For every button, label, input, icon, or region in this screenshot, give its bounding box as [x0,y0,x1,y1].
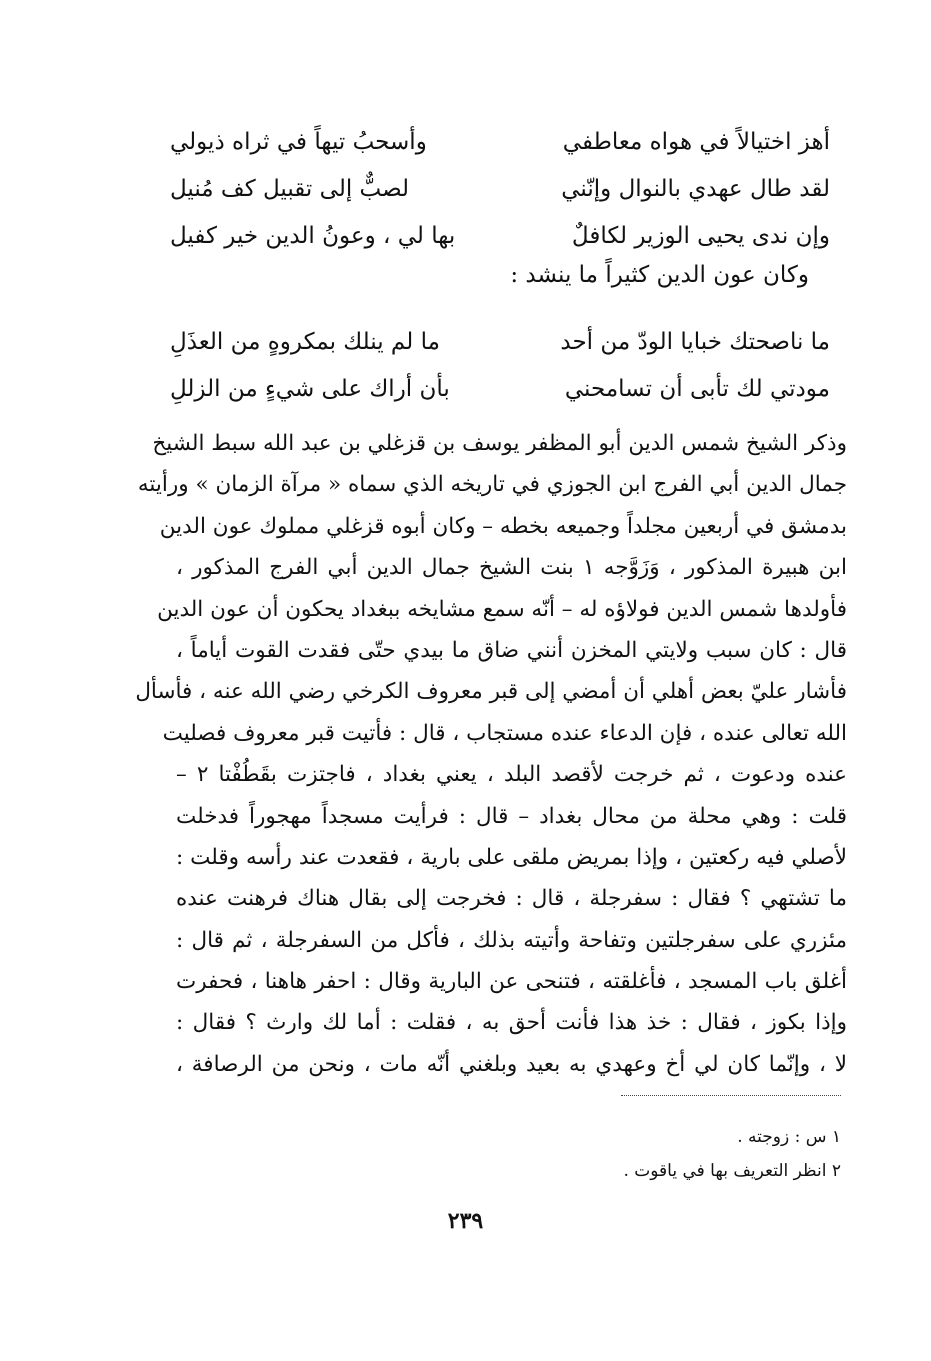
footnotes [341,1120,841,1188]
prose-line: أغلق باب المسجد ، فأغلقته ، فتنحى عن البارية وقال : احفر هاهنا ، فحفرت [176,969,847,995]
footnote-item: ٢ انظر التعريف بها في ياقوت . [623,1161,841,1181]
prose-line: لا ، وإنّما كان لي أخ وعهدي به بعيد وبلغني أنّه مات ، ونحن من الرصافة ، [176,1051,847,1077]
verse-second-hemistich: بها لي ، وعونُ الدين خير كفيل [170,222,456,249]
prose-line: جمال الدين أبي الفرج ابن الجوزي في تاريخه الذي سماه « مرآة الزمان » ورأيته [137,472,847,498]
verse-line [170,318,830,365]
verse-first-hemistich: وإن ندى يحيى الوزير لكافلٌ [571,222,830,249]
prose-line: مئزري على سفرجلتين وتفاحة وأتيته بذلك ، فأكل من السفرجلة ، ثم قال : [176,927,847,953]
prose-line: ابن هبيرة المذكور ، وَزَوَّجه ١ بنت الشيخ جمال الدين أبي الفرج المذكور ، [176,555,847,581]
verse-first-hemistich: أهز اختيالاً في هواه معاطفي [562,128,830,155]
footnote-item: ١ س : زوجته . [737,1127,841,1147]
verse-second-hemistich: ما لم ينلك بمكروهٍ من العذَلِ [170,328,440,355]
poem-verses-top [170,118,830,259]
prose-line: ما تشتهي ؟ فقال : سفرجلة ، قال : فخرجت إلى بقال هناك فرهنت عنده [176,886,847,912]
verse-second-hemistich: وأسحبُ تيهاً في ثراه ذيولي [170,128,427,155]
prose-line: قال : كان سبب ولايتي المخزن أنني ضاق ما بيدي حتّى فقدت القوت أياماً ، [176,637,847,663]
verse-line [170,212,830,259]
verse-line [170,165,830,212]
prose-line: فأشار عليّ بعض أهلي أن أمضي إلى قبر معروف الكرخي رضي الله عنه ، فأسأل [135,679,847,705]
prose-line: وإذا بكوز ، فقال : خذ هذا فأنت أحق به ، فقلت : أما لك وارث ؟ فقال : [176,1010,847,1036]
prose-line: عنده ودعوت ، ثم خرجت لأقصد البلد ، يعني بغداد ، فاجتزت بقَطُفْتا ٢ – [176,762,847,788]
prose-line: الله تعالى عنده ، فإن الدعاء عنده مستجاب ، قال : فأتيت قبر معروف فصليت [162,720,847,746]
verse-second-hemistich: لصبٌّ إلى تقبيل كف مُنيل [170,175,410,202]
verse-line [170,118,830,165]
prose-paragraph [135,423,847,1085]
prose-line: قلت : وهي محلة من محال بغداد – قال : فرأيت مسجداً مهجوراً فدخلت [176,803,847,829]
page-number: ٢٣٩ [447,1208,484,1234]
prose-line: فأولدها شمس الدين فولاؤه له – أنّه سمع مشايخه ببغداد يحكون أن عون الدين [157,596,847,622]
poem-intro-line: وكان عون الدين كثيراً ما ينشد : [510,262,809,288]
poem-verses-middle [170,318,830,412]
verse-line [170,365,830,412]
verse-first-hemistich: لقد طال عهدي بالنوال وإنّني [561,175,830,202]
verse-second-hemistich: بأن أراك على شيءٍ من الزللِ [170,375,450,402]
verse-first-hemistich: مودتي لك تأبى أن تسامحني [564,375,830,402]
prose-line: وذكر الشيخ شمس الدين أبو المظفر يوسف بن قزغلي بن عبد الله سبط الشيخ [152,431,847,456]
footnote-divider [621,1095,841,1096]
prose-line: بدمشق في أربعين مجلداً وجميعه بخطه – وكان أبوه قزغلي مملوك عون الدين [159,513,847,539]
verse-first-hemistich: ما ناصحتك خبايا الودّ من أحد [560,328,830,355]
prose-line: لأصلي فيه ركعتين ، وإذا بمريض ملقى على بارية ، فقعدت عند رأسه وقلت : [176,844,847,870]
